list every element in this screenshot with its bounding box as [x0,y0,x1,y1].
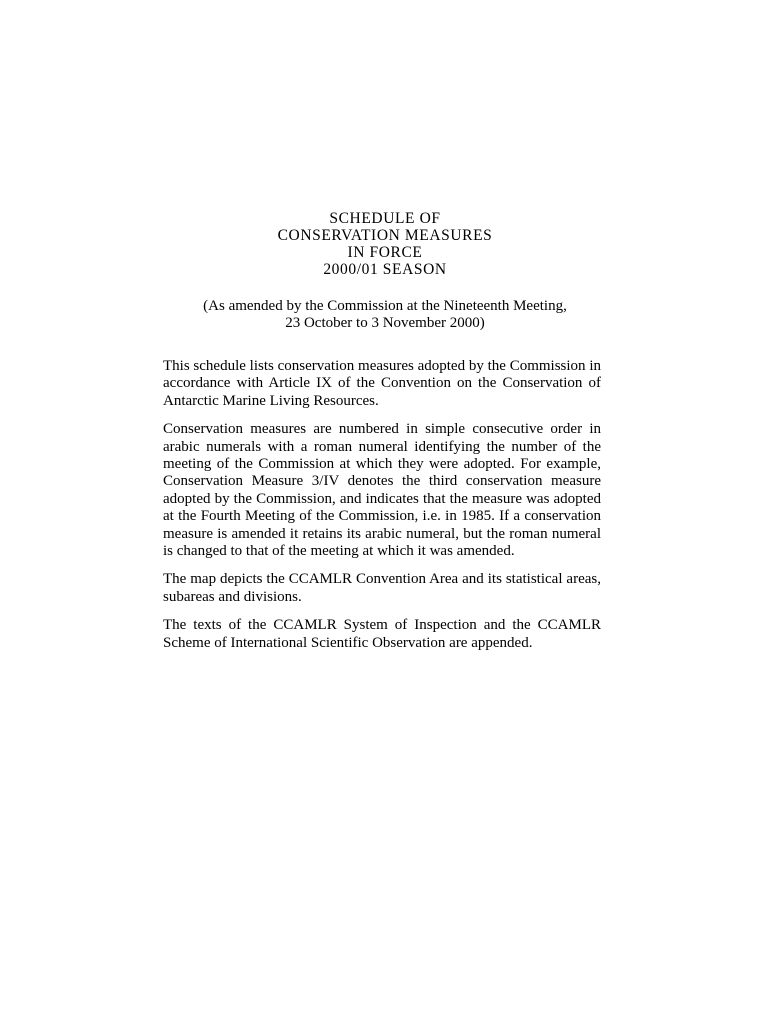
title-line-4: 2000/01 SEASON [323,261,447,278]
subtitle-line-2: 23 October to 3 November 2000) [285,315,485,331]
title-line-2: CONSERVATION MEASURES [277,227,493,244]
title-line-1: SCHEDULE OF [329,210,441,227]
document-body [163,358,601,663]
subtitle-line-1: (As amended by the Commission at the Nineteenth Meeting, [203,298,567,314]
paragraph-map: The map depicts the CCAMLR Convention Area and its statistical areas, subareas and divisions. [163,571,601,605]
paragraph-appendices: The texts of the CCAMLR System of Inspection and the CCAMLR Scheme of International Scientific Observation are appended. [163,617,601,651]
title-line-3: IN FORCE [347,244,423,261]
paragraph-schedule-intro: This schedule lists conservation measures adopted by the Commission in accordance with Article IX of the Convention on the Conservation of Antarctic Marine Living Resources. [163,358,601,409]
document-title [0,210,770,278]
document-subtitle [0,298,770,332]
paragraph-numbering: Conservation measures are numbered in simple consecutive order in arabic numerals with a roman numeral identifying the number of the meeting of the Commission at which they were adopted. For example, Conservation Measure 3/IV denotes the third conservation measure adopted by the Commission, and indicates that the measure was adopted at the Fourth Meeting of the Commission, i.e. in 1985. If a conservation measure is amended it retains its arabic numeral, but the roman numeral is changed to that of the meeting at which it was amended. [163,421,601,560]
